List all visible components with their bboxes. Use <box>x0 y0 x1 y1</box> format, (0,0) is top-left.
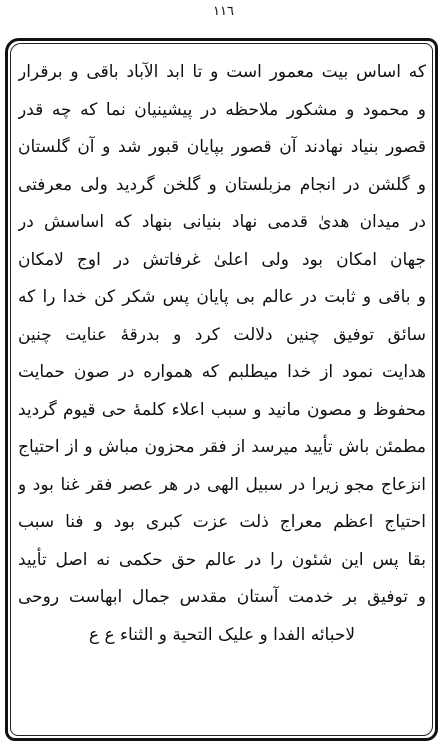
text-line: در میدان هدیٰ قدمی نهاد بنیانی بنهاد که اساسش در <box>18 212 426 232</box>
text-block <box>18 54 426 654</box>
page-number: ١١٦ <box>213 4 234 19</box>
text-line: محفوظ و مصون مانید و سبب اعلاء کلمهٔ حی قیوم گردید <box>18 399 426 420</box>
text-line: و محمود و مشکور ملاحظه در پیشینیان نما که چه قدر <box>18 99 426 120</box>
text-line: بقا پس این شئون را در عالم حق حکمی نه اصل تأیید <box>18 549 426 570</box>
text-line: سائق توفیق چنین دلالت کرد و بدرقهٔ عنایت چنین <box>18 324 426 345</box>
text-line: و گلشن در انجام مزبلستان و گلخن گردید ولی معرفتی <box>18 174 426 195</box>
text-line-closing: لاحبائه الفدا و علیک التحیة و الثناء ع ع <box>88 624 356 645</box>
text-line: که اساس بیت معمور است و تا ابد الآباد باقی و برقرار <box>18 62 426 82</box>
text-line: و باقی و ثابت در عالم بی پایان پس شکر کن خدا را که <box>18 287 426 307</box>
text-line: قصور بنیاد نهادند آن قصور بپایان قبور شد و آن گلستان <box>18 137 426 157</box>
text-line: جهان امکان بود ولی اعلیٰ غرفاتش در اوج لامکان <box>18 249 426 270</box>
text-line: مطمئن باش تأیید میرسد از فقر محزون مباش و از احتیاج <box>18 437 426 457</box>
text-line: احتیاج اعظم معراج ذلت عزت کبری بود و فنا سبب <box>18 512 426 532</box>
text-line: و توفیق بر خدمت آستان مقدس جمال ابهاست روحی <box>18 587 426 607</box>
text-line: انزعاج مجو زیرا در سبیل الهی در هر عصر فقر غنا بود و <box>18 474 426 495</box>
text-line: هدایت نمود از خدا میطلبم که همواره در صون حمایت <box>18 362 426 382</box>
